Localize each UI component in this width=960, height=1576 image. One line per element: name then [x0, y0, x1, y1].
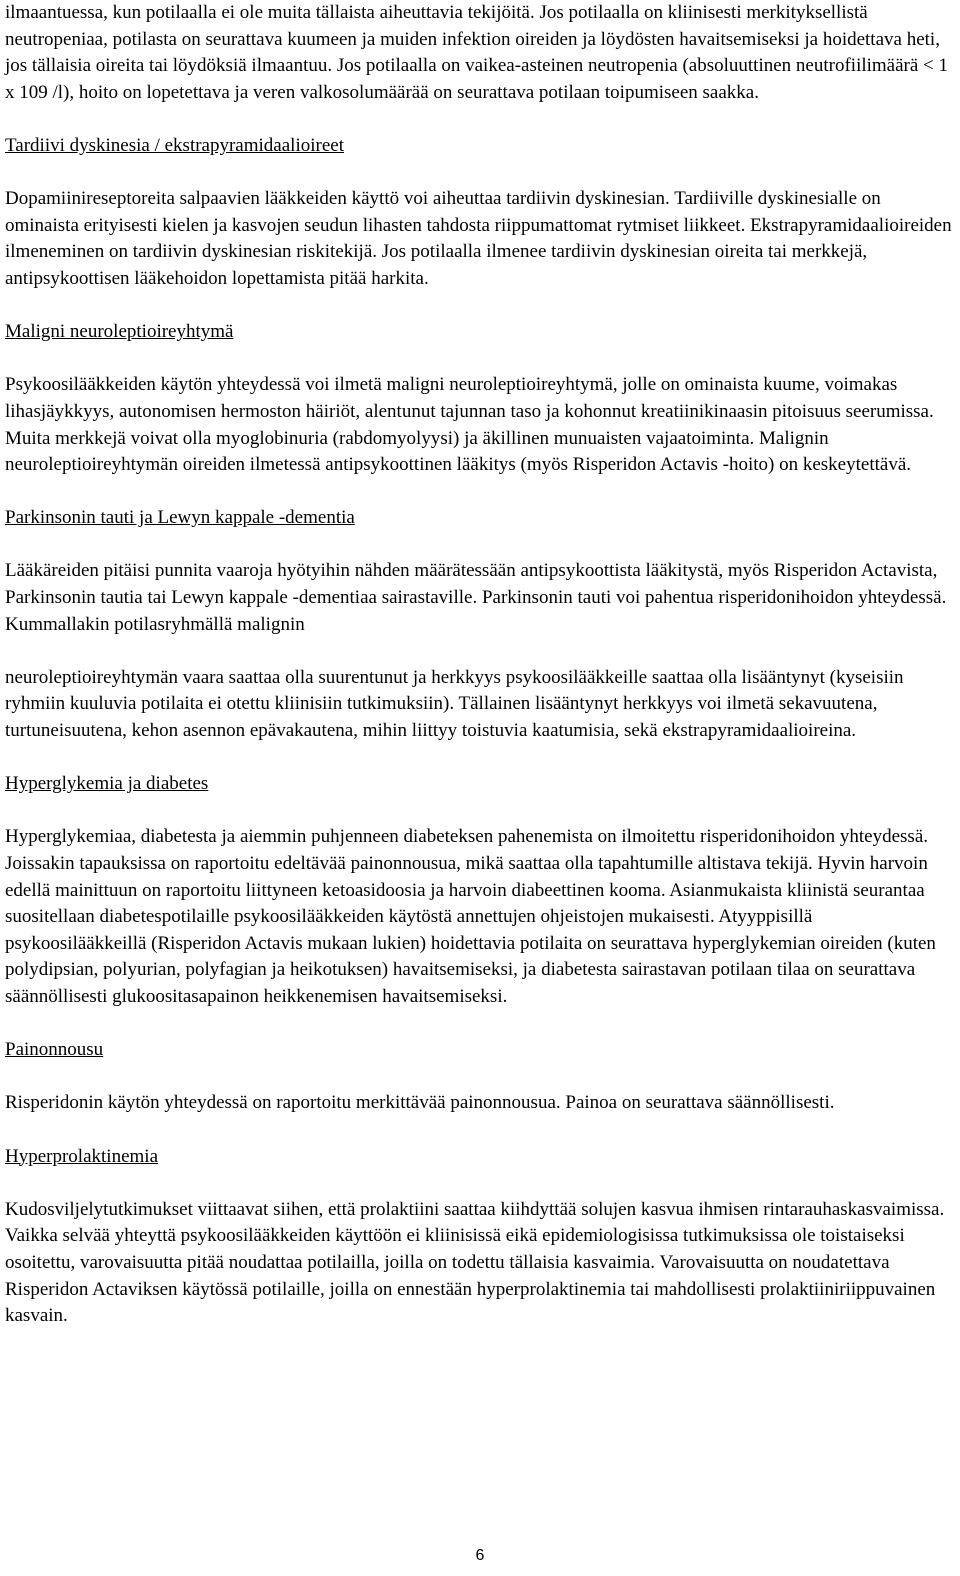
paragraph-hyperprolactinemia: Kudosviljelytutkimukset viittaavat siihen, että prolaktiini saattaa kiihdyttää solujen kasvua ihmisen rintarauhaskasvaimissa. Vaikka selvää yhteyttä psykoosilääkkeiden käyttöön ei kliinisissä eikä epidemiologisissa tutkimuksissa ole toistaiseksi osoitettu, varovaisuutta pitää noudattaa potilailla, joilla on todettu tällaisia kasvaimia. Varovaisuutta on noudatettava Risperidon Actaviksen käytössä potilaille, joilla on ennestään hyperprolaktinemia tai mahdollisesti prolaktiiniriippuvainen kasvain.	[5, 1198, 945, 1327]
intro-paragraph: ilmaantuessa, kun potilaalla ei ole muita tällaista aiheuttavia tekijöitä. Jos potilaalla on kliinisesti merkityksellistä neutropeniaa, potilasta on seurattava kuumeen ja muiden infektion oireiden ja löydösten havaitsemiseksi ja hoidettava heti, jos tällaisia oireita tai löydöksiä ilmaantuu. Jos potilaalla on vaikea-asteinen neutropenia (absoluuttinen neutrofiilimäärä < 1 x 109 /l), hoito on lopetettava ja veren valkosolumäärää on seurattava potilaan toipumiseen saakka.	[5, 2, 949, 103]
paragraph-parkinson-2: neuroleptioireyhtymän vaara saattaa olla suurentunut ja herkkyys psykoosilääkkeille saattaa olla lisääntynyt (kyseisiin ryhmiin kuuluvia potilaita ei otettu kliinisiin tutkimuksiin). Tällainen lisääntynyt herkkyys voi ilmetä sekavuutena, turtuneisuutena, kehon asennon epävakautena, mihin liittyy toistuvia kaatumisia, sekä ekstrapyramidaalioireina.	[5, 666, 904, 742]
section-heading-tardive-dyskinesia: Tardiivi dyskinesia / ekstrapyramidaalioireet	[5, 134, 344, 156]
section-heading-hyperprolactinemia: Hyperprolaktinemia	[5, 1145, 159, 1167]
section-heading-parkinson: Parkinsonin tauti ja Lewyn kappale -dementia	[5, 507, 355, 529]
page-number: 6	[475, 1547, 485, 1564]
section-heading-hyperglycemia: Hyperglykemia ja diabetes	[5, 773, 209, 795]
paragraph-hyperglycemia: Hyperglykemiaa, diabetesta ja aiemmin puhjenneen diabeteksen pahenemista on ilmoitettu risperidonihoidon yhteydessä. Joissakin tapauksissa on raportoitu edeltävää painonnousua, mikä saattaa olla tapahtumille altistava tekijä. Hyvin harvoin edellä mainittuun on raportoitu liittyneen ketoasidoosia ja harvoin diabeettinen kooma. Asianmukaista kliinistä seurantaa suositellaan diabetespotilaille psykoosilääkkeiden käytöstä annettujen ohjeistojen mukaisesti. Atyyppisillä psykoosilääkkeillä (Risperidon Actavis mukaan lukien) hoidettavia potilaita on seurattava hyperglykemian oireiden (kuten polydipsian, polyurian, polyfagian ja heikotuksen) havaitsemiseksi, ja diabetesta sairastavan potilaan tilaa on seurattava säännöllisesti glukoositasapainon heikkenemisen havaitsemiseksi.	[5, 826, 936, 1007]
paragraph-weight-gain: Risperidonin käytön yhteydessä on raportoitu merkittävää painonnousua. Painoa on seurattava säännöllisesti.	[5, 1092, 835, 1114]
paragraph-parkinson-1: Lääkäreiden pitäisi punnita vaaroja hyötyihin nähden määrätessään antipsykoottista lääkitystä, myös Risperidon Actavista, Parkinsonin tautia tai Lewyn kappale -dementiaa sairastaville. Parkinsonin tauti voi pahentua risperidonihoidon yhteydessä. Kummallakin potilasryhmällä malignin	[5, 560, 947, 635]
section-heading-weight-gain: Painonnousu	[5, 1039, 104, 1061]
document-page	[5, 0, 953, 1330]
paragraph-nms: Psykoosilääkkeiden käytön yhteydessä voi ilmetä maligni neuroleptioireyhtymä, jolle on ominaista kuume, voimakas lihasjäykkyys, autonomisen hermoston häiriöt, alentunut tajunnan taso ja kohonnut kreatiinikinaasin pitoisuus seerumissa. Muita merkkejä voivat olla myoglobinuria (rabdomyolyysi) ja äkillinen munuaisten vajaatoiminta. Malignin neuroleptioireyhtymän oireiden ilmetessä antipsykoottinen lääkitys (myös Risperidon Actavis -hoito) on keskeytettävä.	[5, 374, 934, 476]
paragraph-tardive-dyskinesia: Dopamiinireseptoreita salpaavien lääkkeiden käyttö voi aiheuttaa tardiivin dyskinesian. Tardiiville dyskinesialle on ominaista erityisesti kielen ja kasvojen seudun lihasten tahdosta riippumattomat rytmiset liikkeet. Ekstrapyramidaalioireiden ilmeneminen on tardiivin dyskinesian riskitekijä. Jos potilaalla ilmenee tardiivin dyskinesian oireita tai merkkejä, antipsykoottisen lääkehoidon lopettamista pitää harkita.	[5, 188, 952, 289]
section-heading-nms: Maligni neuroleptioireyhtymä	[5, 321, 234, 343]
